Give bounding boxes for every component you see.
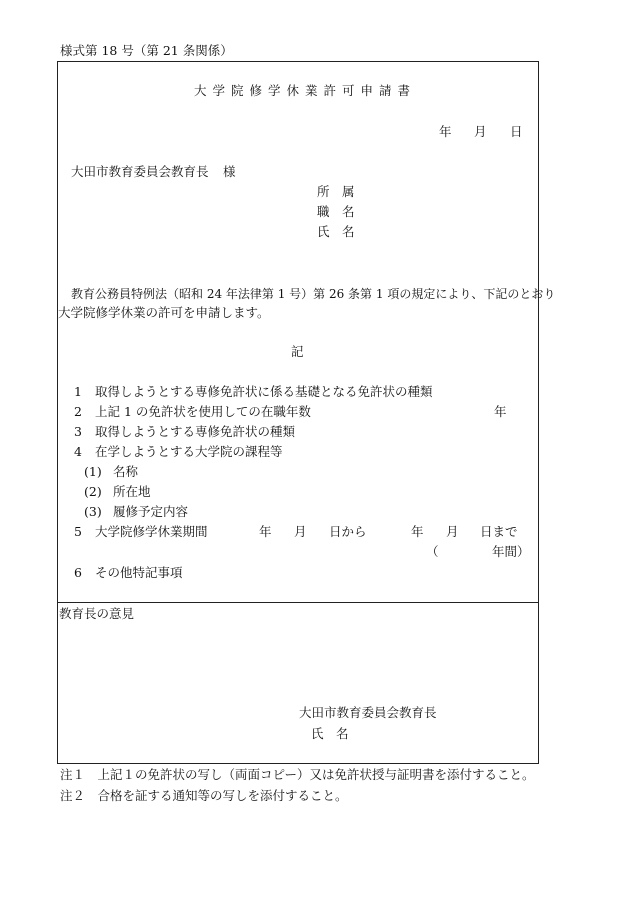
item-number: 6 [74, 565, 82, 580]
item-text: 取得しようとする専修免許状の種類 [95, 424, 296, 439]
date-year-label: 年 [439, 124, 452, 139]
item-text: 取得しようとする専修免許状に係る基礎となる免許状の種類 [95, 384, 433, 399]
subitem-text: 名称 [113, 464, 139, 479]
period-start-day: 日から [329, 524, 367, 539]
item-number: 3 [74, 424, 82, 439]
item-text: 大学院修学休業期間 [95, 524, 208, 539]
signer-name-label: 氏 名 [311, 726, 349, 741]
note-1: 注１ 上記１の免許状の写し（両面コピー）又は免許状授与証明書を添付すること。 [60, 767, 535, 782]
form-title: 大学院修学休業許可申請書 [194, 83, 417, 98]
item-number: 5 [74, 524, 82, 539]
ki-heading: 記 [291, 344, 304, 359]
applicant-position-label: 職 名 [317, 204, 355, 219]
period-years-label: 年間） [492, 544, 530, 559]
request-text-line-2: 大学院修学休業の許可を申請します。 [58, 305, 270, 320]
item-number: 1 [74, 384, 82, 399]
signer-title: 大田市教育委員会教育長 [299, 705, 437, 720]
date-day-label: 日 [510, 124, 523, 139]
subitem-text: 履修予定内容 [113, 504, 189, 519]
item-years-suffix: 年 [494, 404, 507, 419]
opinion-label: 教育長の意見 [59, 606, 135, 621]
item-number: 2 [74, 404, 82, 419]
request-text-line-1: 教育公務員特例法（昭和 24 年法律第 1 号）第 26 条第 1 項の規定により、下記のとおり [71, 287, 556, 301]
subitem-number: (2) [84, 484, 102, 499]
section-divider [57, 602, 539, 603]
period-end-month: 月 [446, 524, 459, 539]
period-end-day: 日まで [480, 524, 518, 539]
subitem-number: (3) [84, 504, 102, 519]
subitem-text: 所在地 [113, 484, 151, 499]
period-start-month: 月 [294, 524, 307, 539]
period-paren-open: （ [426, 544, 439, 559]
addressee-honorific: 様 [223, 164, 236, 179]
item-text: その他特記事項 [95, 565, 183, 580]
applicant-affiliation-label: 所 属 [317, 184, 355, 199]
applicant-name-label: 氏 名 [317, 224, 355, 239]
date-month-label: 月 [474, 124, 487, 139]
subitem-number: (1) [84, 464, 102, 479]
addressee-name: 大田市教育委員会教育長 [71, 164, 209, 179]
period-start-year: 年 [259, 524, 272, 539]
item-text: 上記 1 の免許状を使用しての在職年数 [95, 404, 311, 419]
period-end-year: 年 [411, 524, 424, 539]
item-number: 4 [74, 444, 82, 459]
item-text: 在学しようとする大学院の課程等 [95, 444, 283, 459]
note-2: 注２ 合格を証する通知等の写しを添付すること。 [60, 788, 348, 803]
form-number: 様式第 18 号（第 21 条関係） [60, 43, 233, 58]
